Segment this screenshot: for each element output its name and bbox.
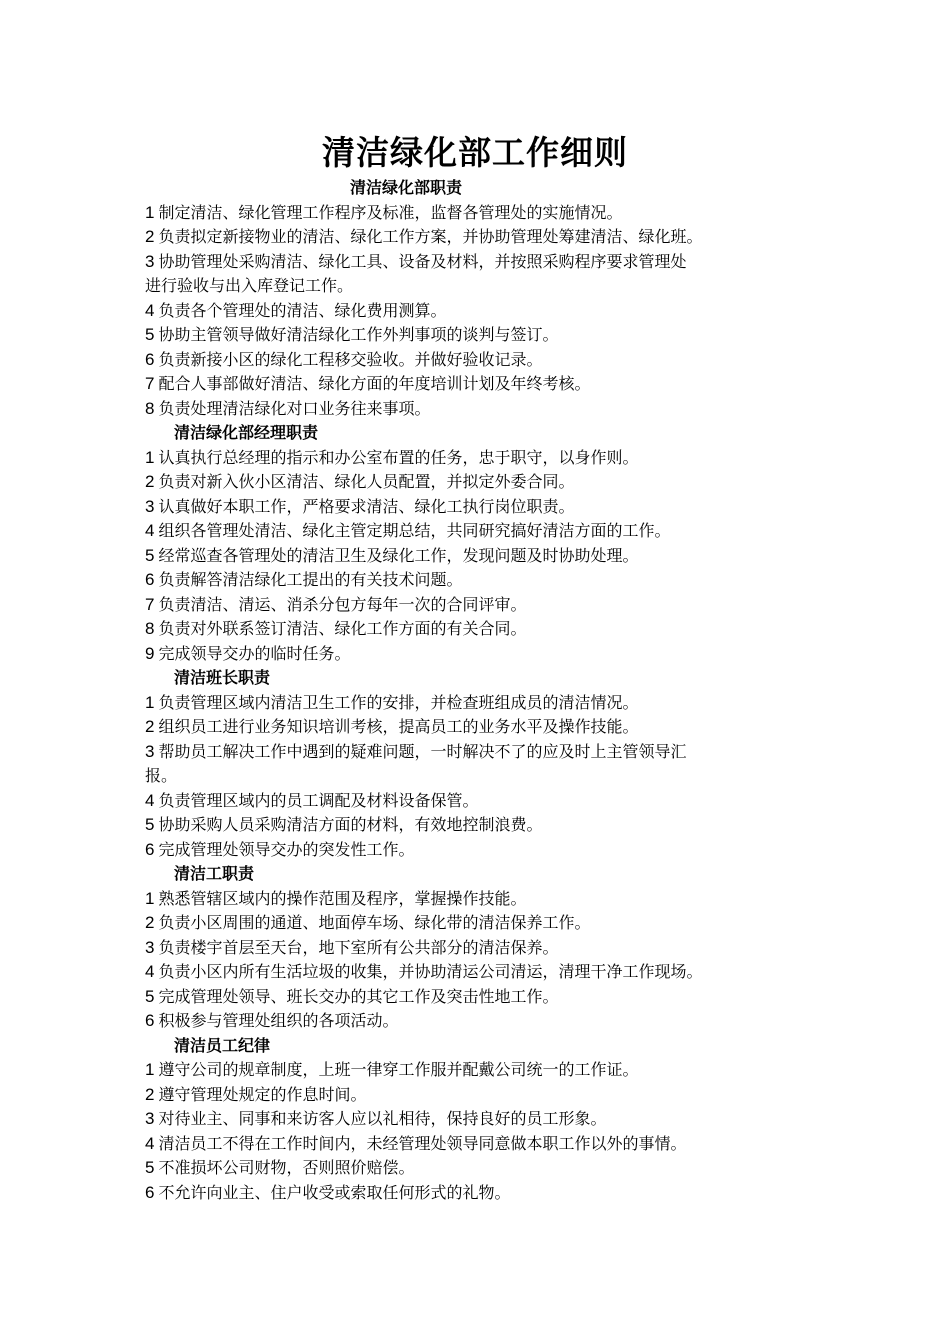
list-item [145,789,825,814]
list-item [145,1083,825,1108]
list-item [145,225,825,250]
item-text: 不准损坏公司财物，否则照价赔偿。 [158,1158,415,1177]
list-item [145,887,825,912]
item-number: 8 [145,398,155,418]
list-item [145,470,825,495]
list-item [145,544,825,569]
item-text: 负责新接小区的绿化工程移交验收。并做好验收记录。 [158,349,543,369]
list-item [145,813,825,838]
item-number: 6 [145,1011,155,1030]
item-text: 协助采购人员采购清洁方面的材料，有效地控制浪费。 [158,815,543,834]
list-item [145,495,825,520]
item-number: 2 [145,227,155,246]
item-text: 负责各个管理处的清洁、绿化费用测算。 [158,300,447,320]
item-text: 不允许向业主、住户收受或索取任何形式的礼物。 [158,1182,511,1202]
list-item [145,617,825,642]
list-item [145,985,825,1010]
item-number: 6 [145,570,155,589]
item-text: 积极参与管理处组织的各项活动。 [158,1011,399,1030]
item-number: 6 [145,349,155,369]
list-item [145,519,825,544]
item-number: 4 [145,300,155,320]
document-title: 清洁绿化部工作细则 [322,133,628,172]
list-item [145,299,825,324]
item-number: 2 [145,913,155,932]
item-text: 熟悉管辖区域内的操作范围及程序，掌握操作技能。 [158,888,527,908]
item-number: 8 [145,619,155,638]
item-number: 3 [145,1109,155,1128]
section-heading: 清洁员工纪律 [174,1035,271,1055]
list-item [145,691,825,716]
item-text: 认真做好本职工作，严格要求清洁、绿化工执行岗位职责。 [158,496,575,516]
section-heading: 清洁班长职责 [174,668,271,687]
item-text: 负责小区内所有生活垃圾的收集，并协助清运公司清运，清理干净工作现场。 [158,962,703,981]
list-item [145,740,825,765]
item-text-continued: 报。 [145,766,178,785]
section-heading: 清洁工职责 [174,864,255,883]
item-number: 1 [145,202,155,222]
item-text: 对待业主、同事和来访客人应以礼相待，保持良好的员工形象。 [158,1109,607,1128]
list-item [145,201,825,226]
item-number: 1 [145,692,155,712]
item-number: 7 [145,594,155,614]
list-item [145,446,825,471]
item-number: 5 [145,986,155,1006]
list-item [145,1009,825,1034]
list-item [145,911,825,936]
item-text: 组织各管理处清洁、绿化主管定期总结，共同研究搞好清洁方面的工作。 [158,521,671,540]
list-item [145,642,825,667]
list-item [145,568,825,593]
item-text-continued: 进行验收与出入库登记工作。 [145,276,354,295]
item-text: 负责楼宇首层至天台，地下室所有公共部分的清洁保养。 [158,937,559,957]
list-item [145,1107,825,1132]
list-item [145,323,825,348]
item-text: 负责拟定新接物业的清洁、绿化工作方案，并协助管理处筹建清洁、绿化班。 [158,227,703,246]
list-item [145,838,825,863]
item-text: 协助管理处采购清洁、绿化工具、设备及材料，并按照采购程序要求管理处 [158,251,687,271]
item-number: 2 [145,472,155,491]
document-body [145,176,825,1205]
item-number: 9 [145,643,155,663]
item-number: 4 [145,962,155,981]
item-number: 1 [145,447,155,467]
section-heading: 清洁绿化部职责 [350,178,463,197]
list-item [145,593,825,618]
item-number: 6 [145,1182,155,1202]
list-item [145,1181,825,1206]
item-text: 负责对外联系签订清洁、绿化工作方面的有关合同。 [158,619,527,638]
item-text: 负责管理区域内清洁卫生工作的安排，并检查班组成员的清洁情况。 [158,692,639,712]
item-number: 4 [145,521,155,540]
item-text: 完成管理处领导、班长交办的其它工作及突击性地工作。 [158,986,559,1006]
item-text: 清洁员工不得在工作时间内，未经管理处领导同意做本职工作以外的事情。 [158,1133,687,1153]
list-item [145,348,825,373]
item-number: 3 [145,937,155,957]
item-number: 3 [145,251,155,271]
item-number: 5 [145,545,155,565]
item-number: 5 [145,1158,155,1177]
list-item [145,1156,825,1181]
item-text: 经常巡查各管理处的清洁卫生及绿化工作，发现问题及时协助处理。 [158,545,639,565]
item-number: 2 [145,717,155,736]
item-text: 完成领导交办的临时任务。 [158,643,351,663]
item-text: 帮助员工解决工作中遇到的疑难问题，一时解决不了的应及时上主管领导汇 [158,741,687,761]
item-text: 组织员工进行业务知识培训考核，提高员工的业务水平及操作技能。 [158,717,639,736]
item-text: 认真执行总经理的指示和办公室布置的任务，忠于职守，以身作则。 [158,447,639,467]
item-number: 5 [145,815,155,834]
item-number: 1 [145,1060,155,1079]
item-number: 3 [145,741,155,761]
item-text: 负责小区周围的通道、地面停车场、绿化带的清洁保养工作。 [158,913,591,932]
list-item [145,715,825,740]
item-number: 4 [145,1133,155,1153]
list-item [145,960,825,985]
item-text: 负责管理区域内的员工调配及材料设备保管。 [158,790,479,810]
item-text: 负责解答清洁绿化工提出的有关技术问题。 [158,570,463,589]
item-text: 遵守管理处规定的作息时间。 [158,1084,367,1104]
item-number: 2 [145,1084,155,1104]
list-item [145,250,825,275]
item-text: 负责处理清洁绿化对口业务往来事项。 [158,398,431,418]
item-number: 1 [145,888,155,908]
item-number: 3 [145,496,155,516]
item-text: 协助主管领导做好清洁绿化工作外判事项的谈判与签订。 [158,325,559,344]
section-heading: 清洁绿化部经理职责 [174,423,319,442]
item-number: 4 [145,790,155,810]
list-item [145,1132,825,1157]
item-number: 5 [145,325,155,344]
list-item [145,397,825,422]
item-number: 6 [145,839,155,859]
item-text: 配合人事部做好清洁、绿化方面的年度培训计划及年终考核。 [158,374,591,393]
list-item [145,372,825,397]
item-text: 制定清洁、绿化管理工作程序及标准，监督各管理处的实施情况。 [158,202,623,222]
list-item [145,1058,825,1083]
item-text: 负责对新入伙小区清洁、绿化人员配置，并拟定外委合同。 [158,472,575,491]
item-text: 负责清洁、清运、消杀分包方每年一次的合同评审。 [158,594,527,614]
item-text: 完成管理处领导交办的突发性工作。 [158,839,415,859]
item-number: 7 [145,374,155,393]
item-text: 遵守公司的规章制度，上班一律穿工作服并配戴公司统一的工作证。 [158,1060,639,1079]
list-item [145,936,825,961]
